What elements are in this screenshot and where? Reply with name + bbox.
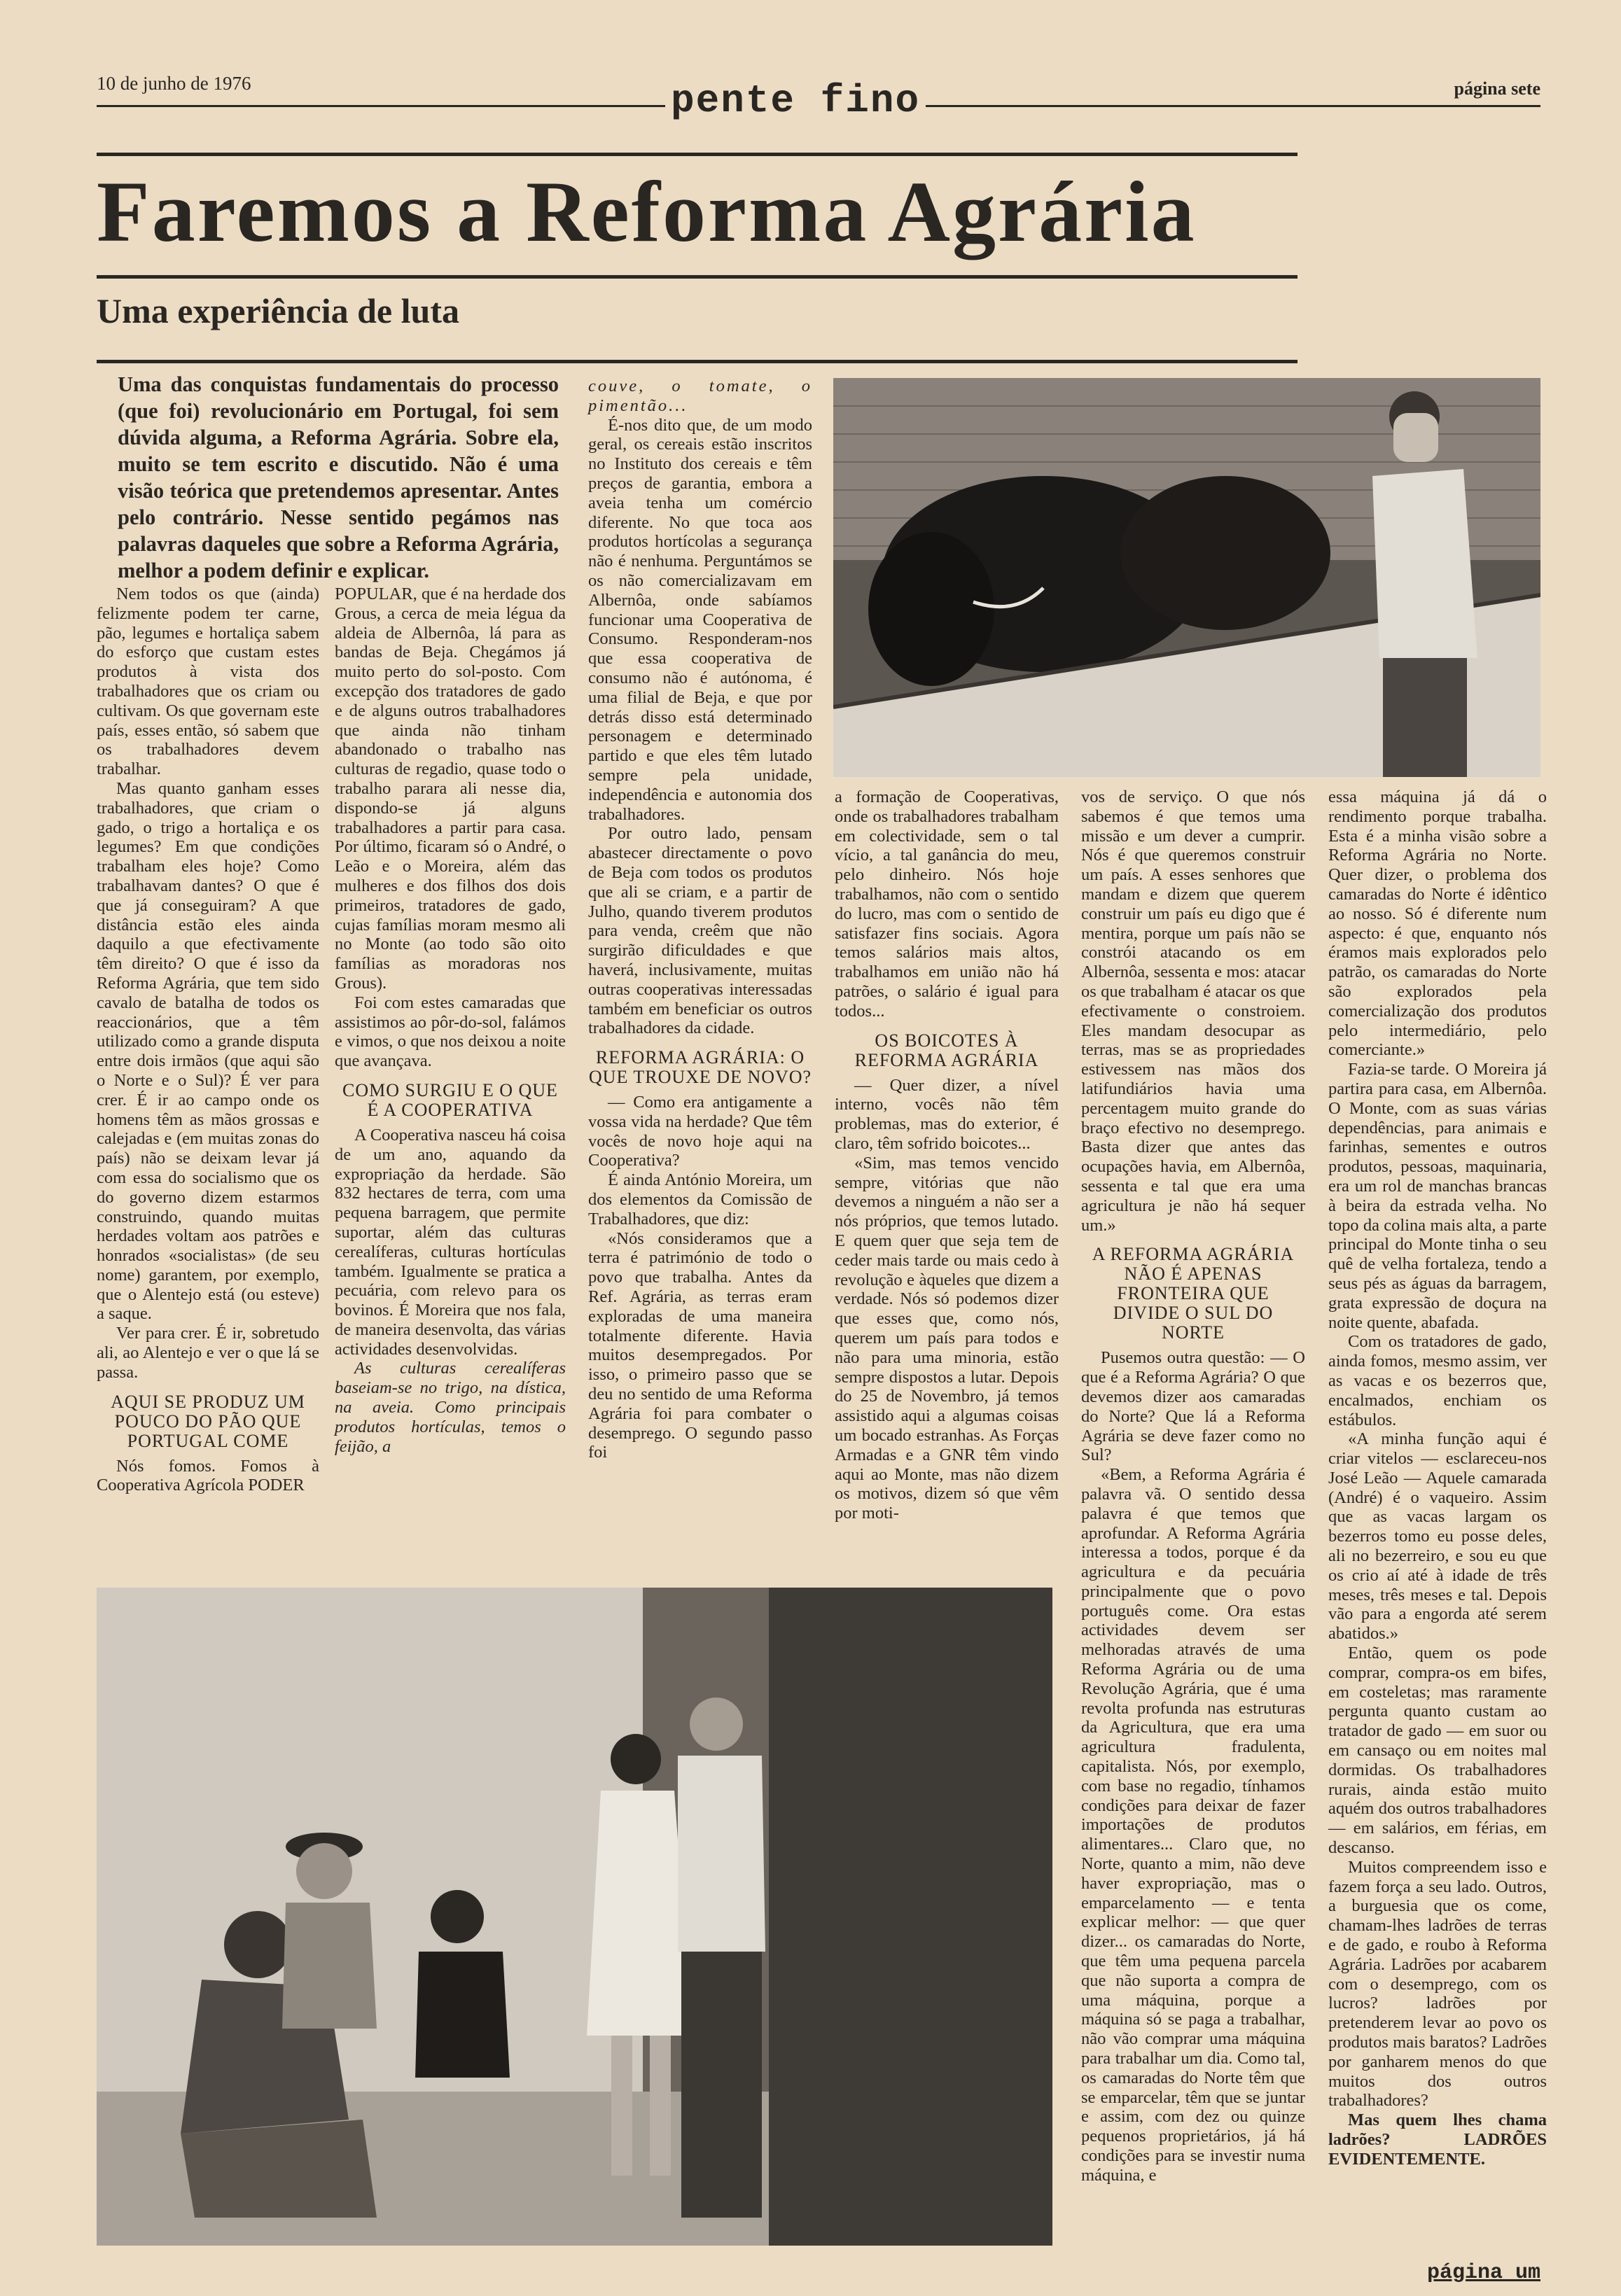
paragraph: Nem todos os que (ainda) felizmente podem ter carne, pão, legumes e hortaliça sabem do esforço que custam estes produtos à vista dos trabalhadores que os criam ou cultivam. Os que governam este país, esses então, só sabem que os trabalhadores devem trabalhar. [97,584,319,779]
paragraph: Pusemos outra questão: — O que é a Reforma Agrária? O que devemos dizer aos camaradas do Norte? Que lá a Reforma Agrária se deve fazer como no Sul? [1081,1348,1305,1465]
publication-name: pente fino [665,78,926,123]
column-4 [835,788,1059,1523]
issue-date: 10 de junho de 1976 [97,73,251,94]
paragraph: Com os tratadores de gado, ainda fomos, mesmo assim, ver as vacas e os bezerros que, encalmados, enchiam os estábulos. [1328,1332,1547,1429]
paragraph: Mas quanto ganham esses trabalhadores, que criam o gado, o trigo a hortaliça e os legumes? Em que condições trabalham eles hoje? Como trabalhavam dantes? O que é que já conseguiram? A que distância estão eles ainda daquilo a que efectivamente têm direito? O que é isso da Reforma Agrária, que tem sido cavalo de batalha de todos os reaccionários, que a têm utilizado como a grande disputa entre dois irmãos (que aqui são o Norte e o Sul)? É ver para crer. É ir ao campo onde os homens têm as mãos grossas e calejadas e (em muitas zonas do país) não se deixam levar já com essa do socialismo que os do governo dizem estarmos construindo, quando muitas herdades voltam aos patrões e honrados «socialistas» (de seu nome) garantem, por exemplo, que o Alentejo está (ou esteve) a saque. [97,778,319,1324]
continued-label: página um [1426,2261,1540,2285]
paragraph: Nós fomos. Fomos à Cooperativa Agrícola PODER [97,1456,319,1495]
paragraph: «A minha função aqui é criar vitelos — esclareceu-nos José Leão — Aquele camarada (André) é o vaqueiro. Assim que as vacas largam os bezerros tomo eu posse deles, ali no bezerreiro, e sou eu que os crio aí até à idade de três meses, três meses e tal. Depois vão para a engorda até serem abatidos.» [1328,1429,1547,1644]
cattle-photo [833,378,1540,777]
paragraph: «Sim, mas temos vencido sempre, vitórias que não devemos a ninguém a não ser a nós próprios, que temos lutado. E quem quer que seja tem de ceder mais tarde ou mais cedo à revolução e àqueles que dizem a verdade. Nós só podemos dizer que esses que, como nós, querem um país para todos e não para uma minoria, estão sempre dispostos a lutar. Depois do 25 de Novembro, já temos assistido aqui a algumas coisas um bocado estranhas. As Forças Armadas e a GNR têm vindo aqui ao Monte, mas não dizem os motivos, dizem só que vêm por moti- [835,1153,1059,1523]
column-5 [1081,788,1305,2185]
paragraph: Então, quem os pode comprar, compra-os em bifes, em costeletas; mas raramente pergunta quanto custam ao tratador de gado — em suor ou em cansaço ou em noites mal dormidas. Os trabalhadores rurais, ainda estão muito aquém dos outros trabalhadores — em salários, em férias, em descanso. [1328,1644,1547,1858]
paragraph: couve, o tomate, o pimentão... [588,377,812,415]
cattle-photo-art [833,378,1540,777]
paragraph: vos de serviço. O que nós sabemos é que temos uma missão e um dever a cumprir. Nós é que queremos construir um país. A esses senhores que mandam e dizem que querem construir um país eu digo que é mentira, porque um país não se constrói atacando os em Albernôa, sessenta e mos: atacar os que trabalham é atacar os que efectivamente o constroiem. Eles mandam desocupar as terras, mas se as propriedades estivessem nas mãos dos latifundiários havia uma percentagem muito grande do braço efectivo no desemprego. Basta dizer que antes das ocupações havia, em Albernôa, sessenta e tal que era uma agricultura je não há sequer um.» [1081,788,1305,1235]
paragraph: a formação de Cooperativas, onde os trabalhadores trabalham em colectividade, sem o tal vício, a tal ganância do meu, pelo dinheiro. Nós hoje trabalhamos, não com o sentido do lucro, mas com o sentido de satisfazer fins sociais. Agora temos salários mais altos, trabalhamos em união não há patrões, o salário é igual para todos... [835,788,1059,1021]
paragraph: Por outro lado, pensam abastecer directamente o povo de Beja com todos os produtos que ali se criam, e a partir de Julho, quando tiverem produtos para vendа, creêm que não surgirão dificuldades e que haverá, inclusivamente, muitas outras cooperativas interessadas também em beneficiar os outros trabalhadores da cidade. [588,824,812,1038]
title-rule-bottom [97,275,1298,279]
paragraph: Foi com estes camaradas que assistimos ao pôr-do-sol, falámos e vimos, o que nos deixou a noite que avançava. [335,993,566,1071]
paragraph: «Bem, a Reforma Agrária é palavra vã. O sentido dessa palavra é que temos que aprofundar. A Reforma Agrária interessa a todos, porque é da agricultura e da pecuária principalmente que o povo português come. Ora estas actividades devem ser melhoradas através de uma Reforma Agrária ou de uma Revolução Agrária, que é uma revolta profunda nas estruturas da Agricultura, que era uma agricultura fradulenta, capitalista. Nós, por exemplo, com base no regadio, tínhamos condições para deixar de fazer importações de produtos alimentares... Claro que, no Norte, quanto a mim, não deve haver expropriação, mas o emparcelamento — e tenta explicar melhor: — que quer dizer... os camaradas do Norte, que têm uma pequena parcela que não suporta a compra de uma máquina, porque a máquina só se paga a trabalhar, não vão comprar uma máquina para trabalhar um dia. Como tal, os camaradas do Norte têm que se emparcelar, têm que se juntar e assim, com dez ou quinze pequenos proprietários, já há condições para se investir numa máquina, e [1081,1465,1305,2185]
paragraph: Mas quem lhes chama ladrões? LADRÕES EVIDENTEMENTE. [1328,2110,1547,2169]
section-heading: AQUI SE PRODUZ UM POUCO DO PÃO QUE PORTUGAL COME [111,1391,305,1451]
section-heading: REFORMA AGRÁRIA: O QUE TROUXE DE NOVO? [588,1047,812,1088]
title-rule-top [97,153,1298,156]
section-heading: A REFORMA AGRÁRIA NÃO É APENAS FRONTEIRA QUE DIVIDE O SUL DO NORTE [1092,1244,1295,1343]
article-title: Faremos a Reforma Agrária [97,164,1197,260]
paragraph: essa máquina já dá o rendimento porque trabalha. Esta é a minha visão sobre a Reforma Agrária no Norte. Quer dizer, o problema dos camaradas do Norte é idêntico ao nosso. Só é diferente num aspecto: é que, enquanto nós éramos mais explorados pelo patrão, os camaradas do Norte são explorados pela comercialização dos produtos pelo intermediário, pelo comerciante.» [1328,788,1547,1060]
paragraph: — Como era antigamente a vossa vida na herdade? Que têm vocês de novo hoje aqui na Cooperativa? [588,1093,812,1170]
paragraph: As culturas cerealíferas baseiam-se no trigo, na dística, na aveia. Como principais produtos hortículas, temos o feijão, a [335,1359,566,1456]
section-heading: COMO SURGIU E O QUE É A COOPERATIVA [342,1079,558,1120]
workers-photo [97,1588,1052,2246]
column-1 [97,584,319,1495]
paragraph: É ainda António Moreira, um dos elementos da Comissão de Trabalhadores, que diz: [588,1170,812,1228]
section-heading: OS BOICOTES À REFORMA AGRÁRIA [854,1030,1039,1070]
page-label: página sete [1454,78,1540,99]
paragraph: Fazia-se tarde. O Moreira já partira para casa, em Albernôa. O Monte, com as suas várias dependências, para animais e farinhas, sementes e outros produtos, pessoas, maquinaria, era um rol de manchas brancas à beira da estrada velha. No topo da colina mais alta, a parte principal do Monte tinha o seu quê de velha fortaleza, tendo a seus pés as águas da barragem, grata expressão de doçura na noite quente, abafada. [1328,1060,1547,1332]
paragraph: «Nós consideramos que a terra é património de todo o povo que trabalha. Antes da Ref. Agrária, as terras eram exploradas de uma maneira totalmente diferente. Havia muitos desempregados. Por isso, o primeiro passo que se deu no sentido de uma Reforma Agrária foi para combater o desemprego. O segundo passo foi [588,1228,812,1462]
column-6 [1328,788,1547,2169]
workers-photo-art [97,1588,1052,2246]
article-lead: Uma das conquistas fundamentais do processo (que foi) revolucionário em Portugal, foi sem dúvida alguma, a Reforma Agrária. Sobre ela, muito se tem escrito e discutido. Não é uma visão teórica que pretendemos apresentar. Antes pelo contrário. Nesse sentido pegámos nas palavras daqueles que sobre a Reforma Agrária, melhor a podem definir e explicar. [118,372,559,582]
paragraph: — Quer dizer, a nível interno, vocês não têm problemas, mas do exterior, é claro, têm sofrido boicotes... [835,1075,1059,1153]
paragraph: A Cooperativa nasceu há coisa de um ano, aquando da expropriação da herdade. São 832 hectares de terra, com uma pequena barragem, que permite suportar, além das culturas cerealíferas, culturas hortículas também. Igualmente se pratica a pecuária, com relevo para os bovinos. É Moreira que nos fala, de maneira desenvolta, das várias actividades desenvolvidas. [335,1125,566,1359]
column-3 [588,377,812,1462]
paragraph: Muitos compreendem isso e fazem força a seu lado. Outros, a burguesia que os come, chamam-lhes ladrões de terras e de gado, e roubo à Reforma Agrária. Ladrões por acabarem com o desemprego, com os lucros? ladrões por pretenderem levar ao povo os produtos mais baratos? Ladrões por ganharem menos do que muitos dos outros trabalhadores? [1328,1857,1547,2110]
paragraph: POPULAR, que é na herdade dos Grous, a cerca de meia légua da aldeia de Albernôa, lá para as bandas de Beja. Chegámos já muito perto do sol-posto. Com excepção dos tratadores de gado e de alguns outros trabalhadores que ainda não tinham abandonado o trabalho nas culturas de regadio, quase todo o trabalho parara ali nesse dia, dispondo-se já alguns trabalhadores a partir para casa. Por último, ficaram só o André, o Leão e o Moreira, além das mulheres e dos filhos dos dois primeiros, tratadores de gado, cujas famílias moram mesmo ali no Monte (ao todo são oito famílias as moradoras nos Grous). [335,584,566,993]
subtitle-rule [97,360,1298,363]
paragraph: É-nos dito que, de um modo geral, os cereais estão inscritos no Instituto dos cereais e têm preços de garantia, embora a aveia tenha um comércio diferente. No que toca aos produtos hortícolas a segurança não é nenhuma. Perguntámos se os não comercializavam em Albernôa, onde sabíamos funcionar uma Cooperativa de Consumo. Responderam-nos que essa cooperativa de consumo não é autónoma, é uma filial de Beja, e que por detrás disso está determinado personagem e determinado partido e que eles têm lutado sempre pela unidade, independência e autonomia dos trabalhadores. [588,415,812,824]
column-2 [335,584,566,1456]
article-subtitle: Uma experiência de luta [97,291,459,330]
paragraph: Ver para crer. É ir, sobretudo ali, ao Alentejo e ver o que lá se passa. [97,1324,319,1382]
